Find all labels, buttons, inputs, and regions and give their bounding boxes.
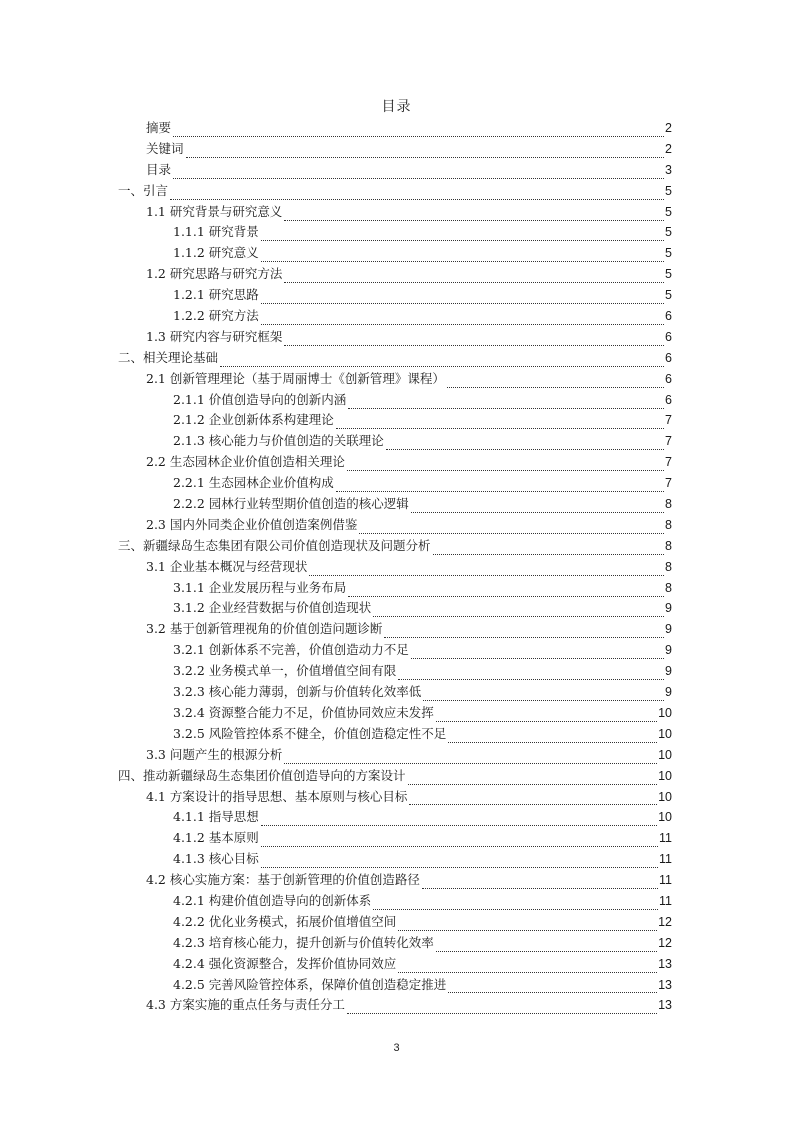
toc-entry-label: 4.1.3 核心目标 (173, 849, 261, 870)
toc-entry[interactable] (0, 849, 672, 870)
toc-entry-page: 6 (665, 350, 672, 365)
dot-leader (373, 909, 658, 910)
toc-entry[interactable] (0, 682, 672, 703)
toc-entry[interactable] (0, 745, 672, 766)
toc-entry-page: 6 (665, 309, 672, 324)
dot-leader (422, 888, 658, 889)
toc-entry-page: 11 (659, 831, 672, 846)
dot-leader (373, 616, 664, 617)
toc-entry-label: 3.2.3 核心能力薄弱，创新与价值转化效率低 (173, 682, 423, 703)
toc-entry[interactable] (0, 598, 672, 619)
toc-entry-label: 4.2.3 培育核心能力，提升创新与价值转化效率 (173, 933, 436, 954)
toc-entry-page: 8 (665, 538, 672, 553)
toc-entry-page: 5 (665, 246, 672, 261)
dot-leader (436, 951, 657, 952)
toc-entry-page: 11 (659, 852, 672, 867)
toc-entry[interactable] (0, 473, 672, 494)
toc-entry[interactable] (0, 181, 672, 202)
toc-entry[interactable] (0, 807, 672, 828)
toc-entry[interactable] (0, 870, 672, 891)
toc-entry-label: 关键词 (146, 139, 186, 160)
toc-entry[interactable] (0, 118, 672, 139)
toc-entry-label: 1.1.1 研究背景 (173, 222, 261, 243)
toc-entry[interactable] (0, 306, 672, 327)
toc-entry-page: 5 (665, 183, 672, 198)
toc-entry[interactable] (0, 578, 672, 599)
toc-entry-label: 2.1.3 核心能力与价值创造的关联理论 (173, 431, 386, 452)
toc-entry[interactable] (0, 139, 672, 160)
toc-entry-label: 1.2.1 研究思路 (173, 285, 261, 306)
toc-entry-page: 5 (665, 225, 672, 240)
dot-leader (411, 658, 664, 659)
toc-entry[interactable] (0, 494, 672, 515)
toc-entry-page: 9 (665, 685, 672, 700)
toc-entry-label: 4.2.4 强化资源整合，发挥价值协同效应 (173, 954, 398, 975)
dot-leader (261, 846, 658, 847)
toc-entry-label: 二、相关理论基础 (118, 348, 220, 369)
toc-entry-label: 4.2.2 优化业务模式，拓展价值增值空间 (173, 912, 398, 933)
dot-leader (261, 324, 664, 325)
toc-entry[interactable] (0, 390, 672, 411)
dot-leader (261, 867, 658, 868)
toc-entry-label: 1.3 研究内容与研究框架 (146, 327, 284, 348)
toc-entry-page: 8 (665, 517, 672, 532)
toc-entry-page: 7 (665, 476, 672, 491)
toc-entry-label: 2.2 生态园林企业价值创造相关理论 (146, 452, 347, 473)
dot-leader (170, 199, 664, 200)
toc-entry-label: 3.1.1 企业发展历程与业务布局 (173, 578, 348, 599)
toc-entry-label: 3.2.1 创新体系不完善，价值创造动力不足 (173, 640, 411, 661)
toc-entry[interactable] (0, 640, 672, 661)
toc-entry-label: 摘要 (146, 118, 173, 139)
toc-entry[interactable] (0, 703, 672, 724)
dot-leader (348, 408, 664, 409)
toc-entry[interactable] (0, 619, 672, 640)
dot-leader (348, 596, 664, 597)
dot-leader (186, 157, 665, 158)
toc-entry-page: 10 (658, 726, 672, 741)
toc-entry-page: 9 (665, 643, 672, 658)
dot-leader (173, 178, 664, 179)
toc-entry[interactable] (0, 557, 672, 578)
toc-entry-page: 9 (665, 601, 672, 616)
toc-entry[interactable] (0, 327, 672, 348)
toc-entry-page: 13 (658, 956, 672, 971)
toc-entry[interactable] (0, 410, 672, 431)
dot-leader (309, 575, 664, 576)
toc-entry-page: 5 (665, 288, 672, 303)
toc-entry-label: 3.2.2 业务模式单一，价值增值空间有限 (173, 661, 398, 682)
toc-entry[interactable] (0, 891, 672, 912)
dot-leader (398, 679, 664, 680)
toc-entry-label: 2.2.1 生态园林企业价值构成 (173, 473, 336, 494)
toc-entry[interactable] (0, 536, 672, 557)
toc-entry-page: 10 (658, 747, 672, 762)
dot-leader (384, 637, 664, 638)
toc-entry[interactable] (0, 975, 672, 996)
toc-entry-label: 3.1 企业基本概况与经营现状 (146, 557, 309, 578)
toc-entry[interactable] (0, 243, 672, 264)
page-number: 3 (393, 1042, 400, 1054)
toc-entry-label: 目录 (146, 160, 173, 181)
dot-leader (423, 700, 664, 701)
toc-entry-label: 2.1.1 价值创造导向的创新内涵 (173, 390, 348, 411)
toc-entry-page: 7 (665, 413, 672, 428)
toc-entry-page: 8 (665, 559, 672, 574)
toc-entry-page: 12 (658, 914, 672, 929)
toc-entry-page: 6 (665, 392, 672, 407)
toc-entry[interactable] (0, 431, 672, 452)
toc-entry-label: 4.2.5 完善风险管控体系，保障价值创造稳定推进 (173, 975, 448, 996)
toc-entry[interactable] (0, 202, 672, 223)
dot-leader (284, 763, 657, 764)
toc-entry-label: 3.2.4 资源整合能力不足，价值协同效应未发挥 (173, 703, 436, 724)
toc-entry-label: 2.2.2 园林行业转型期价值创造的核心逻辑 (173, 494, 411, 515)
toc-entry-page: 8 (665, 580, 672, 595)
toc-entry[interactable] (0, 828, 672, 849)
toc-entry-page: 3 (665, 162, 672, 177)
dot-leader (336, 428, 664, 429)
toc-entry[interactable] (0, 452, 672, 473)
toc-entry-label: 1.2 研究思路与研究方法 (146, 264, 284, 285)
toc-entry[interactable] (0, 661, 672, 682)
dot-leader (409, 804, 657, 805)
toc-entry-label: 三、新疆绿岛生态集团有限公司价值创造现状及问题分析 (118, 536, 433, 557)
toc-entry-page: 6 (665, 329, 672, 344)
dot-leader (261, 240, 664, 241)
toc-entry-page: 2 (665, 141, 672, 156)
toc-entry-label: 1.1.2 研究意义 (173, 243, 261, 264)
toc-entry[interactable] (0, 787, 672, 808)
toc-entry-label: 2.1 创新管理理论（基于周丽博士《创新管理》课程） (146, 369, 447, 390)
toc-entry-page: 11 (659, 893, 672, 908)
toc-entry-label: 4.1.1 指导思想 (173, 807, 261, 828)
toc-entry-page: 9 (665, 664, 672, 679)
dot-leader (398, 972, 657, 973)
toc-entry-page: 8 (665, 497, 672, 512)
toc-entry[interactable] (0, 912, 672, 933)
toc-entry-label: 4.3 方案实施的重点任务与责任分工 (146, 995, 347, 1016)
dot-leader (448, 742, 657, 743)
dot-leader (261, 303, 664, 304)
toc-entry-page: 13 (658, 977, 672, 992)
dot-leader (359, 533, 664, 534)
toc-entry-label: 4.1 方案设计的指导思想、基本原则与核心目标 (146, 787, 409, 808)
toc-entry-label: 2.3 国内外同类企业价值创造案例借鉴 (146, 515, 359, 536)
toc-entry[interactable] (0, 348, 672, 369)
toc-entry-label: 4.2.1 构建价值创造导向的创新体系 (173, 891, 373, 912)
dot-leader (433, 554, 665, 555)
toc-entry-page: 5 (665, 204, 672, 219)
toc-entry[interactable] (0, 369, 672, 390)
toc-entry[interactable] (0, 160, 672, 181)
toc-entry-label: 3.2 基于创新管理视角的价值创造问题诊断 (146, 619, 384, 640)
dot-leader (408, 784, 658, 785)
toc-entry[interactable] (0, 995, 672, 1016)
toc-entry-page: 13 (658, 998, 672, 1013)
toc-entry-label: 1.1 研究背景与研究意义 (146, 202, 284, 223)
dot-leader (447, 387, 664, 388)
toc-entry[interactable] (0, 724, 672, 745)
toc-entry-page: 10 (658, 789, 672, 804)
toc-entry-page: 5 (665, 267, 672, 282)
toc-entry-page: 11 (659, 873, 672, 888)
dot-leader (261, 261, 664, 262)
toc-entry-page: 10 (658, 768, 672, 783)
toc-entry-page: 7 (665, 455, 672, 470)
dot-leader (284, 345, 664, 346)
toc-title: 目录 (381, 99, 412, 115)
toc-entry[interactable] (0, 285, 672, 306)
toc-entry-label: 四、推动新疆绿岛生态集团价值创造导向的方案设计 (118, 766, 408, 787)
toc-entry-page: 9 (665, 622, 672, 637)
toc-entry[interactable] (0, 933, 672, 954)
toc-entry-label: 4.2 核心实施方案：基于创新管理的价值创造路径 (146, 870, 422, 891)
toc-entry-label: 1.2.2 研究方法 (173, 306, 261, 327)
toc-entry-label: 4.1.2 基本原则 (173, 828, 261, 849)
dot-leader (436, 721, 657, 722)
table-of-contents (0, 118, 793, 1016)
dot-leader (220, 366, 664, 367)
toc-entry-page: 12 (658, 935, 672, 950)
dot-leader (284, 220, 664, 221)
dot-leader (347, 1013, 657, 1014)
dot-leader (261, 825, 657, 826)
dot-leader (448, 992, 657, 993)
dot-leader (284, 282, 664, 283)
toc-entry-label: 3.3 问题产生的根源分析 (146, 745, 284, 766)
dot-leader (398, 930, 657, 931)
toc-entry-label: 2.1.2 企业创新体系构建理论 (173, 410, 336, 431)
toc-entry-page: 10 (658, 810, 672, 825)
dot-leader (411, 512, 664, 513)
toc-entry-label: 一、引言 (118, 181, 170, 202)
toc-entry[interactable] (0, 954, 672, 975)
dot-leader (173, 136, 664, 137)
dot-leader (336, 491, 664, 492)
toc-entry[interactable] (0, 766, 672, 787)
toc-entry[interactable] (0, 515, 672, 536)
dot-leader (347, 470, 664, 471)
toc-entry-page: 10 (658, 705, 672, 720)
toc-entry-page: 7 (665, 434, 672, 449)
dot-leader (386, 449, 664, 450)
toc-entry[interactable] (0, 264, 672, 285)
toc-entry-label: 3.2.5 风险管控体系不健全，价值创造稳定性不足 (173, 724, 448, 745)
toc-entry-label: 3.1.2 企业经营数据与价值创造现状 (173, 598, 373, 619)
toc-entry[interactable] (0, 222, 672, 243)
toc-entry-page: 2 (665, 121, 672, 135)
toc-entry-page: 6 (665, 371, 672, 386)
